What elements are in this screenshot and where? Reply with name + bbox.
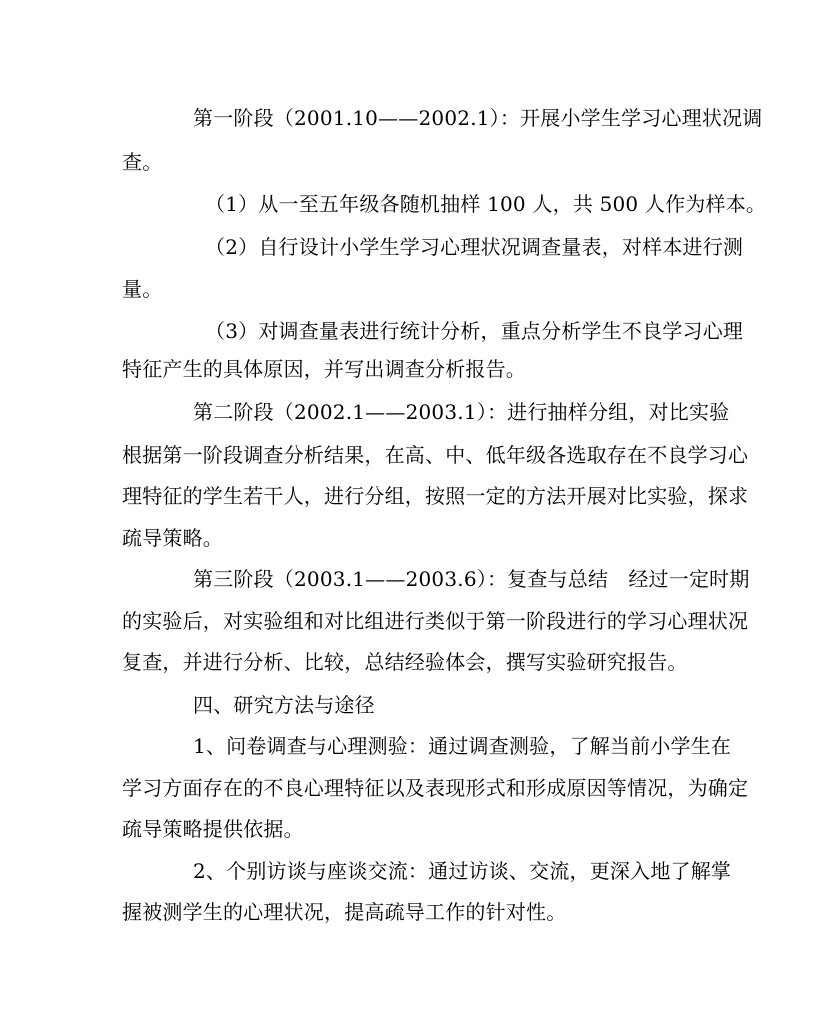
text-line: 第三阶段（2003.1——2003.6）：复查与总结 经过一定时期 [193, 567, 750, 591]
text-line: 学习方面存在的不良心理特征以及表现形式和形成原因等情况，为确定 [122, 776, 749, 800]
text-line: 的实验后，对实验组和对比组进行类似于第一阶段进行的学习心理状况 [122, 609, 749, 633]
text-line: 第一阶段（2001.10——2002.1）：开展小学生学习心理状况调 [193, 106, 763, 130]
text-line: 疏导策略。 [122, 526, 223, 550]
text-line: （2）自行设计小学生学习心理状况调查量表，对样本进行测 [205, 235, 744, 259]
text-line: 疏导策略提供依据。 [122, 817, 304, 841]
text-line: 握被测学生的心理状况，提高疏导工作的针对性。 [122, 900, 567, 924]
text-line: 复查，并进行分析、比较，总结经验体会，撰写实验研究报告。 [122, 650, 688, 674]
section-heading: 四、研究方法与途径 [193, 693, 375, 717]
text-line: 第二阶段（2002.1——2003.1）：进行抽样分组，对比实验 [193, 400, 730, 424]
text-line: 2、个别访谈与座谈交流：通过访谈、交流，更深入地了解掌 [193, 859, 732, 883]
text-line: 量。 [122, 277, 163, 301]
text-line: （1）从一至五年级各随机抽样 100 人，共 500 人作为样本。 [205, 192, 767, 216]
text-line: 根据第一阶段调查分析结果，在高、中、低年级各选取存在不良学习心 [122, 443, 749, 467]
text-line: （3）对调查量表进行统计分析，重点分析学生不良学习心理 [205, 319, 744, 343]
text-line: 特征产生的具体原因，并写出调查分析报告。 [122, 357, 526, 381]
text-line: 理特征的学生若干人，进行分组，按照一定的方法开展对比实验，探求 [122, 484, 749, 508]
text-line: 1、问卷调查与心理测验：通过调查测验，了解当前小学生在 [193, 734, 732, 758]
text-line: 查。 [122, 150, 163, 174]
